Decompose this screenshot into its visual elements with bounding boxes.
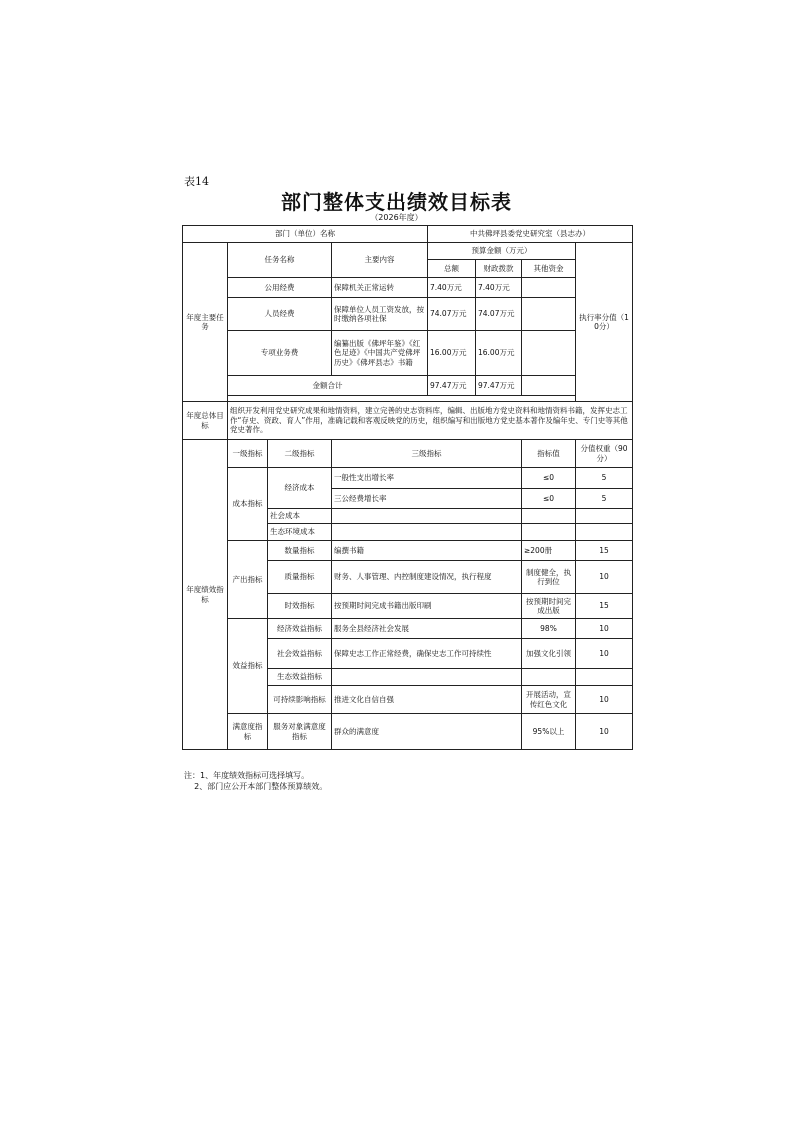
indicators-section-label: 年度绩效指标 — [183, 440, 228, 750]
year-note: （2026年度） — [370, 213, 423, 222]
table-row — [183, 714, 633, 750]
table-row — [183, 298, 633, 331]
value-cell: 制度健全，执行到位 — [522, 561, 576, 594]
table-row — [183, 331, 633, 376]
note-line: 注：1、年度绩效指标可选择填写。 — [184, 771, 310, 780]
weight-cell: 5 — [576, 489, 633, 509]
cost-l1: 成本指标 — [228, 468, 268, 541]
budget-header: 预算金额（万元） — [428, 243, 576, 260]
table-number-label: 表14 — [184, 175, 209, 188]
dept-label: 部门（单位）名称 — [183, 226, 428, 243]
weight-cell: 10 — [576, 714, 633, 750]
table-row — [183, 468, 633, 489]
l2-cell: 可持续影响指标 — [268, 686, 332, 714]
value-cell: ≤0 — [522, 468, 576, 489]
l3-cell: 编撰书籍 — [332, 541, 522, 561]
social-cost-l2: 社会成本 — [268, 509, 332, 524]
score-note: 执行率分值（10分） — [576, 243, 633, 402]
l1-header: 一级指标 — [228, 440, 268, 468]
weight-cell: 10 — [576, 639, 633, 669]
weight-header: 分值权重（90分） — [576, 440, 633, 468]
task-total: 7.40万元 — [428, 278, 476, 298]
task-content: 编纂出版《佛坪年鉴》《红色足迹》《中国共产党佛坪历史》《佛坪县志》书籍 — [332, 331, 428, 376]
l2-cell: 数量指标 — [268, 541, 332, 561]
weight-cell: 15 — [576, 594, 633, 619]
value-header: 指标值 — [522, 440, 576, 468]
overall-goal-text: 组织开发利用党史研究成果和地情资料，建立完善的史志资料库，编辑、出版地方党史资料和地情资料书籍，发挥史志工作“存史、资政、育人”作用，准确记载和客观反映党的历史，组织编写和出版地方党史基本著作及编年史、专门史等其他党史著作。 — [228, 402, 633, 440]
value-cell — [522, 669, 576, 686]
l3-cell: 群众的满意度 — [332, 714, 522, 750]
task-name: 公用经费 — [228, 278, 332, 298]
l2-header: 二级指标 — [268, 440, 332, 468]
l3-cell: 按预期时间完成书籍出版印刷 — [332, 594, 522, 619]
l3-cell: 保障史志工作正常经费，确保史志工作可持续性 — [332, 639, 522, 669]
task-other — [522, 331, 576, 376]
task-fiscal: 7.40万元 — [476, 278, 522, 298]
value-cell: 95%以上 — [522, 714, 576, 750]
sum-label: 金额合计 — [228, 376, 428, 396]
document-title: 部门整体支出绩效目标表 — [281, 190, 512, 214]
task-name-header: 任务名称 — [228, 243, 332, 278]
task-other — [522, 278, 576, 298]
value-cell: ≤0 — [522, 489, 576, 509]
l2-cell: 时效指标 — [268, 594, 332, 619]
weight-cell: 5 — [576, 468, 633, 489]
l3-cell: 服务全县经济社会发展 — [332, 619, 522, 639]
table-row — [183, 619, 633, 639]
weight-cell: 15 — [576, 541, 633, 561]
value-cell: 按预期时间完成出版 — [522, 594, 576, 619]
content-header: 主要内容 — [332, 243, 428, 278]
value-cell: 加强文化引领 — [522, 639, 576, 669]
l2-cell: 社会效益指标 — [268, 639, 332, 669]
total-header: 总额 — [428, 260, 476, 278]
task-name: 人员经费 — [228, 298, 332, 331]
weight-cell — [576, 669, 633, 686]
satisfaction-l1: 满意度指标 — [228, 714, 268, 750]
weight-cell: 10 — [576, 619, 633, 639]
note-line: 2、部门应公开本部门整体预算绩效。 — [184, 781, 328, 791]
task-total: 16.00万元 — [428, 331, 476, 376]
l3-cell: 推进文化自信自强 — [332, 686, 522, 714]
output-l1: 产出指标 — [228, 541, 268, 619]
table-row — [183, 541, 633, 561]
task-other — [522, 298, 576, 331]
l2-cell: 生态效益指标 — [268, 669, 332, 686]
tasks-section-label: 年度主要任务 — [183, 243, 228, 402]
performance-target-table — [182, 225, 633, 750]
value-cell: 开展活动，宣传红色文化 — [522, 686, 576, 714]
table-row — [183, 278, 633, 298]
task-total: 74.07万元 — [428, 298, 476, 331]
eco-cost-l2: 生态环境成本 — [268, 524, 332, 541]
task-fiscal: 74.07万元 — [476, 298, 522, 331]
l3-cell — [332, 669, 522, 686]
weight-cell: 10 — [576, 561, 633, 594]
dept-value: 中共佛坪县委党史研究室（县志办） — [428, 226, 633, 243]
other-header: 其他资金 — [522, 260, 576, 278]
l3-cell: 财务、人事管理、内控制度建设情况，执行程度 — [332, 561, 522, 594]
l2-cell: 质量指标 — [268, 561, 332, 594]
value-cell: 98% — [522, 619, 576, 639]
l3-header: 三级指标 — [332, 440, 522, 468]
fiscal-header: 财政拨款 — [476, 260, 522, 278]
sum-other — [522, 376, 576, 396]
l2-cell: 经济效益指标 — [268, 619, 332, 639]
weight-cell: 10 — [576, 686, 633, 714]
task-fiscal: 16.00万元 — [476, 331, 522, 376]
task-content: 保障机关正常运转 — [332, 278, 428, 298]
l2-cell: 服务对象满意度指标 — [268, 714, 332, 750]
table-notes — [184, 771, 327, 793]
value-cell: ≥200册 — [522, 541, 576, 561]
task-name: 专项业务费 — [228, 331, 332, 376]
sum-row — [183, 376, 633, 396]
sum-total: 97.47万元 — [428, 376, 476, 396]
l3-cell: 一般性支出增长率 — [332, 468, 522, 489]
benefit-l1: 效益指标 — [228, 619, 268, 714]
l3-cell: 三公经费增长率 — [332, 489, 522, 509]
overall-goal-label: 年度总体目标 — [183, 402, 228, 440]
sum-fiscal: 97.47万元 — [476, 376, 522, 396]
econ-cost-l2: 经济成本 — [268, 468, 332, 509]
task-content: 保障单位人员工资发放，按时缴纳各项社保 — [332, 298, 428, 331]
